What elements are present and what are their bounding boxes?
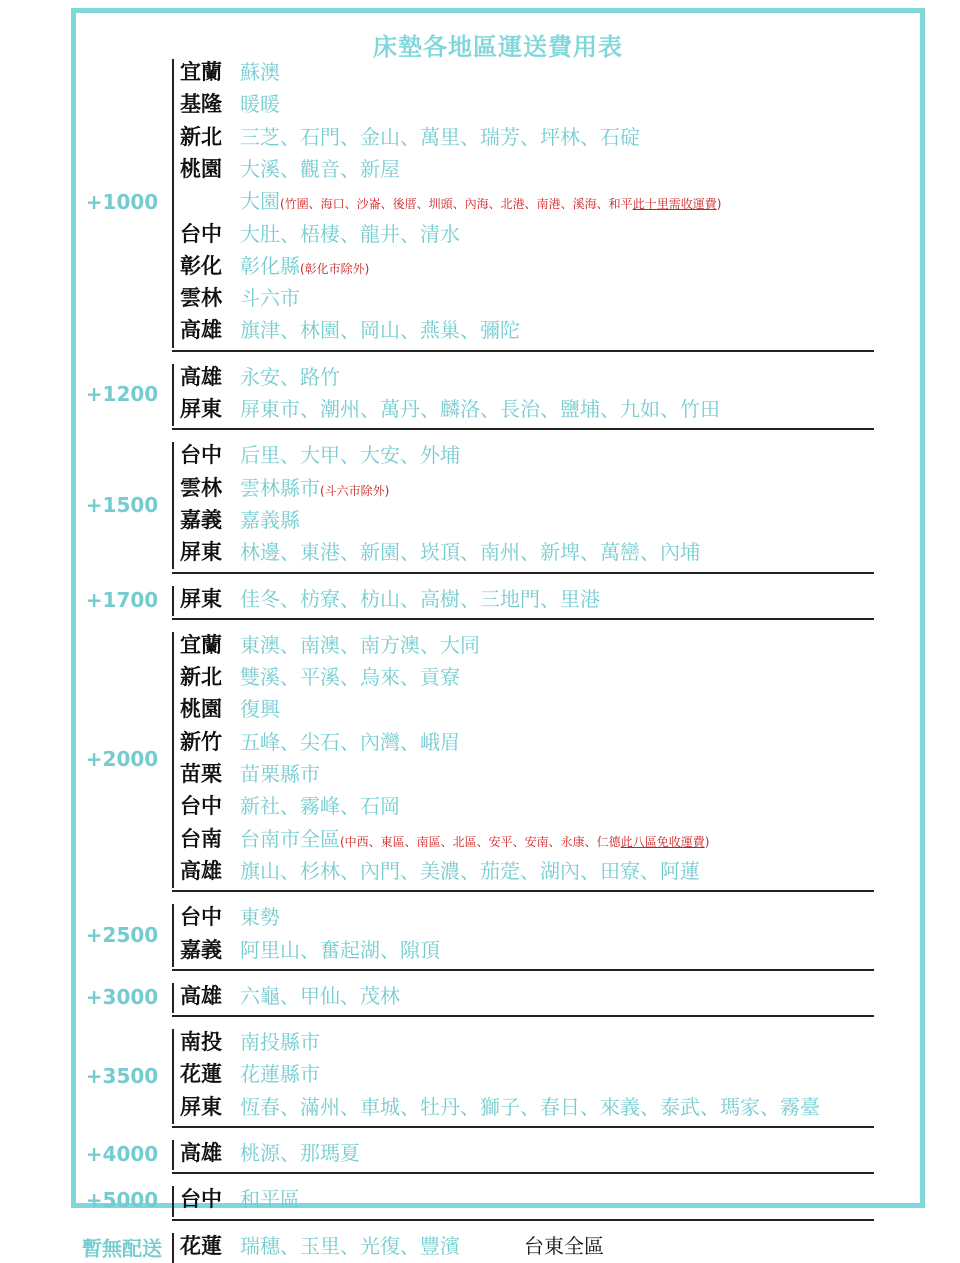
- rate-row: [180, 791, 400, 821]
- price-label: +2000: [85, 747, 159, 771]
- group-divider-horizontal: [172, 1172, 874, 1174]
- group-divider-vertical: [172, 1186, 174, 1216]
- group-divider-horizontal: [172, 618, 874, 620]
- county-label: 台中: [180, 1187, 222, 1212]
- price-label: +1500: [85, 492, 159, 517]
- rate-row: [180, 759, 320, 789]
- rate-row: [180, 154, 400, 184]
- county-label: 新北: [180, 665, 222, 690]
- county-label: 高雄: [180, 1141, 222, 1165]
- towns-list: 雙溪、平溪、烏來、貢寮: [240, 665, 460, 690]
- price-label: +1200: [85, 382, 159, 406]
- note-highlight: 此十里需收運費: [632, 197, 717, 212]
- towns-list: 嘉義縣: [240, 507, 300, 532]
- group-divider-vertical: [172, 442, 174, 569]
- towns-list: 南投縣市: [240, 1030, 320, 1055]
- towns-list: 旗津、林園、岡山、燕巢、彌陀: [240, 318, 520, 343]
- county-label: 高雄: [180, 318, 222, 343]
- rate-row: [180, 315, 520, 345]
- rate-row: [180, 1059, 320, 1089]
- towns-list: 恆春、滿州、車城、牡丹、獅子、春日、來義、泰武、瑪家、霧臺: [240, 1094, 820, 1119]
- extra-region: 台東全區: [524, 1233, 604, 1258]
- towns-list: 新社、霧峰、石岡: [240, 794, 400, 819]
- group-divider-vertical: [172, 632, 174, 888]
- rate-row: [180, 902, 280, 932]
- group-divider-vertical: [172, 364, 174, 427]
- towns-list: 瑞穗、玉里、光復、豐濱: [240, 1233, 460, 1258]
- towns-list: 五峰、尖石、內灣、峨眉: [240, 729, 460, 754]
- county-label: 屏東: [180, 1094, 222, 1119]
- county-label: 基隆: [180, 92, 222, 117]
- exception-note: [300, 262, 369, 276]
- rate-row: [180, 824, 709, 854]
- county-label: 新北: [180, 124, 222, 149]
- rate-row: [180, 283, 300, 313]
- rate-row: [180, 856, 700, 886]
- county-label: 屏東: [180, 540, 222, 565]
- towns-list: 復興: [240, 697, 280, 722]
- county-label: 桃園: [180, 156, 222, 181]
- group-divider-vertical: [172, 1233, 174, 1263]
- rate-row: [180, 662, 460, 692]
- rate-row: [180, 394, 720, 424]
- county-label: 花蓮: [180, 1233, 222, 1258]
- towns-list: 大園: [240, 189, 280, 214]
- group-divider-vertical: [172, 983, 174, 1013]
- exception-note: [280, 197, 721, 211]
- county-label: 宜蘭: [180, 632, 222, 657]
- county-label: 台中: [180, 905, 222, 930]
- county-label: 台中: [180, 443, 222, 468]
- group-divider-horizontal: [172, 890, 874, 892]
- group-divider-horizontal: [172, 428, 874, 430]
- county-label: 新竹: [180, 729, 222, 754]
- towns-list: 花蓮縣市: [240, 1062, 320, 1087]
- towns-list: 桃源、那瑪夏: [240, 1141, 360, 1165]
- rate-row: [180, 1027, 320, 1057]
- rate-table-frame: [71, 8, 925, 1261]
- county-label: 雲林: [180, 475, 222, 500]
- towns-list: 斗六市: [240, 286, 300, 311]
- group-divider-vertical: [172, 1029, 174, 1124]
- county-label: 台南: [180, 826, 222, 851]
- towns-list: 佳冬、枋寮、枋山、高樹、三地門、里港: [240, 586, 600, 611]
- note-text: (彰化市除外): [300, 261, 370, 276]
- price-label: +1700: [85, 587, 159, 612]
- price-label: +1000: [85, 190, 159, 215]
- county-label: 桃園: [180, 697, 222, 722]
- group-divider-horizontal: [172, 1015, 874, 1017]
- county-label: 花蓮: [180, 1062, 222, 1087]
- rate-row: [180, 630, 480, 660]
- price-label: 暫無配送: [82, 1236, 162, 1261]
- rate-row: [180, 727, 460, 757]
- county-label: 彰化: [180, 253, 222, 278]
- county-label: 台中: [180, 221, 222, 246]
- price-label: +5000: [85, 1188, 159, 1213]
- rate-row: [180, 694, 280, 724]
- county-label: 屏東: [180, 397, 222, 421]
- group-divider-horizontal: [172, 1219, 874, 1221]
- group-divider-vertical: [172, 904, 174, 967]
- note-text: (斗六市除外): [320, 483, 390, 498]
- rate-row: [180, 362, 340, 392]
- towns-list: 屏東市、潮州、萬丹、麟洛、長治、鹽埔、九如、竹田: [240, 397, 720, 421]
- towns-list: 三芝、石門、金山、萬里、瑞芳、坪林、石碇: [240, 124, 640, 149]
- rate-row: [180, 122, 640, 152]
- county-label: 台中: [180, 794, 222, 819]
- towns-list: 旗山、杉林、內門、美濃、茄萣、湖內、田寮、阿蓮: [240, 858, 700, 883]
- rate-row: [180, 57, 280, 87]
- rate-row: [180, 89, 280, 119]
- page-title: 床墊各地區運送費用表: [373, 33, 623, 61]
- group-divider-horizontal: [172, 1126, 874, 1128]
- rate-row: [180, 1231, 604, 1261]
- county-label: 高雄: [180, 364, 222, 389]
- group-divider-horizontal: [172, 572, 874, 574]
- rate-row: [180, 505, 300, 535]
- note-close: ): [704, 834, 710, 849]
- towns-list: 蘇澳: [240, 60, 280, 84]
- towns-list: 台南市全區: [240, 826, 340, 851]
- group-divider-vertical: [172, 1140, 174, 1170]
- exception-note: [320, 484, 389, 498]
- towns-list: 大溪、觀音、新屋: [240, 156, 400, 181]
- county-label: 嘉義: [180, 507, 222, 532]
- towns-list: 大肚、梧棲、龍井、清水: [240, 221, 460, 246]
- county-label: 高雄: [180, 983, 222, 1008]
- towns-list: 苗栗縣市: [240, 762, 320, 786]
- price-label: +4000: [85, 1142, 159, 1167]
- county-label: 雲林: [180, 286, 222, 311]
- price-label: +3000: [85, 984, 159, 1009]
- note-text: (中西、東區、南區、北區、安平、安南、永康、仁德: [340, 834, 621, 849]
- towns-list: 雲林縣市: [240, 475, 320, 500]
- rate-row: [180, 1092, 820, 1122]
- note-close: ): [716, 197, 722, 212]
- towns-list: 永安、路竹: [240, 364, 340, 389]
- towns-list: 暖暖: [240, 92, 280, 117]
- county-label: 苗栗: [180, 762, 222, 786]
- note-text: (竹圍、海口、沙崙、後厝、圳頭、內海、北港、南港、溪海、和平: [280, 197, 633, 212]
- county-label: 南投: [180, 1030, 222, 1055]
- county-label: 嘉義: [180, 937, 222, 962]
- county-label: 宜蘭: [180, 60, 222, 84]
- towns-list: 和平區: [240, 1187, 300, 1212]
- note-highlight: 此八區免收運費: [620, 834, 705, 849]
- rate-row: [180, 537, 700, 567]
- rate-row: [180, 186, 721, 216]
- rate-row: [180, 440, 460, 470]
- towns-list: 阿里山、奮起湖、隙頂: [240, 937, 440, 962]
- group-divider-horizontal: [172, 969, 874, 971]
- price-label: +2500: [85, 922, 159, 947]
- rate-row: [180, 251, 369, 281]
- rate-row: [180, 1138, 360, 1168]
- rate-row: [180, 981, 400, 1011]
- towns-list: 東澳、南澳、南方澳、大同: [240, 632, 480, 657]
- rate-row: [180, 584, 600, 614]
- rate-row: [180, 219, 460, 249]
- towns-list: 六龜、甲仙、茂林: [240, 983, 400, 1008]
- price-label: +3500: [85, 1063, 159, 1088]
- rate-row: [180, 473, 389, 503]
- group-divider-vertical: [172, 586, 174, 616]
- county-label: 屏東: [180, 586, 222, 611]
- county-label: 高雄: [180, 858, 222, 883]
- rate-row: [180, 935, 440, 965]
- towns-list: 林邊、東港、新園、崁頂、南州、新埤、萬巒、內埔: [240, 540, 700, 565]
- towns-list: 彰化縣: [240, 253, 300, 278]
- group-divider-vertical: [172, 59, 174, 348]
- towns-list: 東勢: [240, 905, 280, 930]
- exception-note: [340, 835, 709, 849]
- towns-list: 后里、大甲、大安、外埔: [240, 443, 460, 468]
- group-divider-horizontal: [172, 350, 874, 352]
